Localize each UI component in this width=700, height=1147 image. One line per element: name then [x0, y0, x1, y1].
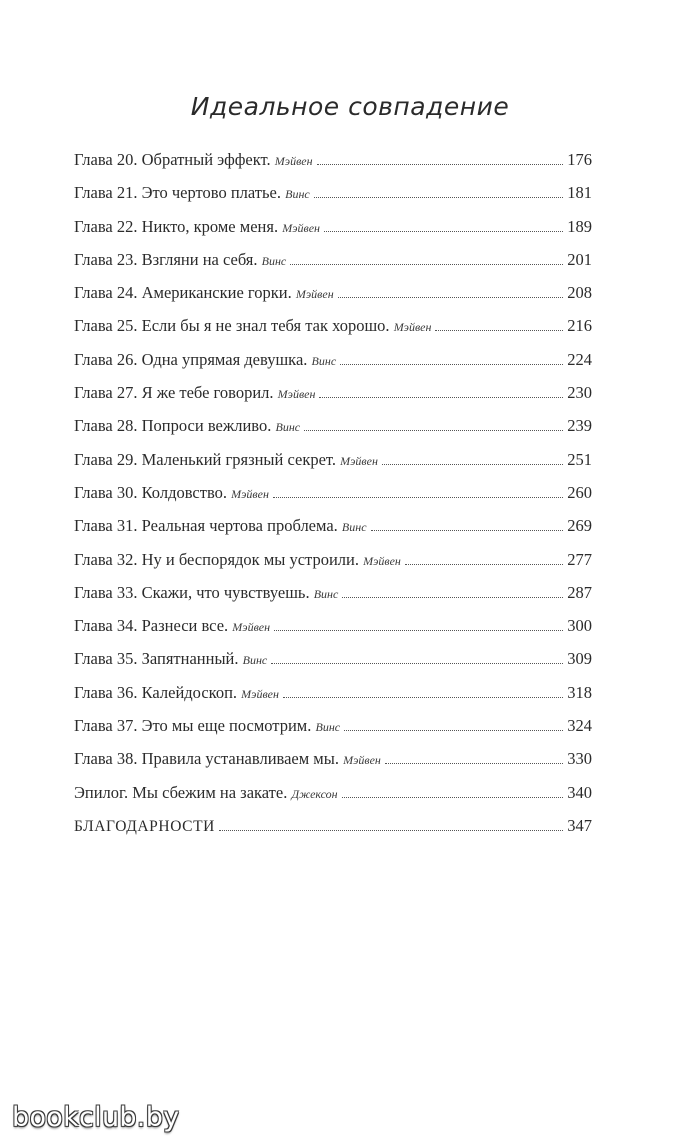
- table-of-contents: [74, 150, 592, 849]
- toc-dot-leader: [371, 530, 564, 531]
- toc-entry: [74, 350, 592, 383]
- toc-entry-page: 269: [567, 516, 592, 536]
- toc-entry-page: 201: [567, 249, 592, 269]
- toc-entry-label: Глава 21. Это чертово платье.: [74, 183, 281, 203]
- toc-entry: [74, 649, 592, 682]
- toc-entry-author: Винс: [285, 187, 310, 202]
- toc-dot-leader: [342, 797, 564, 798]
- toc-entry-label: Глава 35. Запятнанный.: [74, 649, 239, 669]
- toc-dot-leader: [274, 630, 563, 631]
- toc-entry: [74, 749, 592, 782]
- toc-entry-author: Винс: [275, 420, 301, 435]
- toc-entry-label: Глава 33. Скажи, что чувствуешь.: [74, 582, 310, 602]
- toc-entry-page: 239: [567, 416, 592, 436]
- toc-entry-page: 309: [567, 649, 592, 669]
- toc-entry-title: [74, 316, 431, 337]
- toc-entry-author: Винс: [261, 253, 287, 268]
- toc-entry-title: [74, 817, 215, 837]
- toc-entry: [74, 383, 592, 416]
- toc-dot-leader: [304, 430, 563, 431]
- toc-entry-title: [74, 183, 310, 204]
- toc-entry: [74, 583, 592, 616]
- toc-entry-page: 277: [567, 549, 592, 569]
- toc-entry-page: 208: [567, 283, 592, 303]
- toc-entry-page: 251: [567, 449, 592, 469]
- toc-entry: [74, 716, 592, 749]
- toc-entry-page: 260: [567, 482, 592, 502]
- toc-entry-author: Винс: [341, 520, 367, 535]
- toc-entry-title: [74, 583, 338, 604]
- toc-entry-title: [74, 150, 313, 171]
- toc-entry-label: Глава 32. Ну и беспорядок мы устроили.: [74, 549, 359, 569]
- toc-entry-title: [74, 516, 367, 537]
- toc-entry: [74, 183, 592, 216]
- toc-dot-leader: [382, 464, 563, 465]
- toc-entry-author: Джексон: [291, 786, 338, 801]
- toc-dot-leader: [283, 697, 563, 698]
- toc-entry: [74, 683, 592, 716]
- toc-entry-author: Мэйвен: [277, 387, 316, 402]
- toc-entry-label: Глава 34. Разнеси все.: [74, 616, 229, 636]
- toc-entry-title: [74, 217, 320, 238]
- toc-entry-label: Глава 30. Колдовство.: [74, 482, 228, 502]
- toc-entry: [74, 316, 592, 349]
- toc-dot-leader: [273, 497, 563, 498]
- toc-entry-author: Винс: [311, 353, 337, 368]
- toc-dot-leader: [271, 663, 563, 664]
- toc-dot-leader: [344, 730, 563, 731]
- watermark-text: bookclub.by: [12, 1102, 180, 1133]
- toc-dot-leader: [219, 830, 563, 831]
- toc-entry: [74, 416, 592, 449]
- toc-entry-title: [74, 383, 315, 404]
- toc-entry: [74, 483, 592, 516]
- toc-entry-label: Глава 20. Обратный эффект.: [74, 150, 271, 169]
- toc-dot-leader: [435, 330, 563, 331]
- toc-entry-page: 324: [567, 716, 592, 736]
- toc-entry-author: Мэйвен: [363, 553, 401, 568]
- toc-entry-page: 300: [567, 616, 592, 636]
- page-title: Идеальное совпадение: [190, 92, 510, 121]
- toc-entry: [74, 550, 592, 583]
- toc-entry-author: Мэйвен: [232, 620, 271, 635]
- toc-entry-author: Винс: [242, 653, 268, 668]
- toc-entry-label: Глава 36. Калейдоскоп.: [74, 682, 238, 702]
- toc-entry-label: Глава 24. Американские горки.: [74, 283, 292, 303]
- toc-entry-author: Винс: [313, 586, 339, 601]
- toc-entry-author: Мэйвен: [393, 320, 432, 335]
- toc-entry-author: Мэйвен: [282, 220, 320, 235]
- toc-dot-leader: [324, 231, 563, 232]
- toc-entry: [74, 283, 592, 316]
- toc-entry-title: [74, 416, 300, 437]
- toc-entry-label: Глава 25. Если бы я не знал тебя так хорошо.: [74, 316, 390, 336]
- toc-entry-title: [74, 283, 334, 304]
- toc-entry-label: Глава 31. Реальная чертова проблема.: [74, 516, 338, 536]
- toc-entry-label: Глава 37. Это мы еще посмотрим.: [74, 716, 312, 736]
- toc-entry-label: Глава 22. Никто, кроме меня.: [74, 216, 279, 236]
- toc-dot-leader: [385, 763, 563, 764]
- toc-entry-title: [74, 683, 279, 704]
- toc-entry-label: Глава 26. Одна упрямая девушка.: [74, 349, 308, 369]
- toc-entry-page: 318: [567, 682, 592, 702]
- toc-entry-page: 330: [567, 749, 592, 769]
- toc-entry-author: Мэйвен: [295, 287, 334, 302]
- toc-entry-page: 340: [567, 782, 592, 802]
- toc-dot-leader: [317, 164, 564, 165]
- toc-entry-title: [74, 749, 381, 770]
- toc-entry-label: Эпилог. Мы сбежим на закате.: [74, 782, 288, 802]
- toc-dot-leader: [338, 297, 564, 298]
- toc-entry-page: 224: [567, 349, 592, 369]
- toc-entry: [74, 616, 592, 649]
- toc-entry-label: Глава 27. Я же тебе говорил.: [74, 383, 274, 403]
- toc-entry-page: 189: [567, 216, 592, 236]
- toc-entry: [74, 816, 592, 849]
- toc-entry-label: Глава 28. Попроси вежливо.: [74, 416, 272, 436]
- toc-entry-author: Мэйвен: [343, 753, 381, 768]
- toc-dot-leader: [314, 197, 564, 198]
- toc-dot-leader: [290, 264, 563, 265]
- toc-entry-title: [74, 783, 338, 804]
- toc-dot-leader: [342, 597, 563, 598]
- toc-entry-title: [74, 450, 378, 471]
- toc-entry: [74, 250, 592, 283]
- toc-dot-leader: [319, 397, 563, 398]
- toc-entry-author: Мэйвен: [231, 486, 269, 501]
- toc-dot-leader: [405, 564, 563, 565]
- toc-dot-leader: [340, 364, 563, 365]
- toc-entry-page: 176: [567, 150, 592, 169]
- toc-entry-title: [74, 716, 340, 737]
- toc-entry-label: Глава 38. Правила устанавливаем мы.: [74, 749, 339, 769]
- toc-entry: [74, 783, 592, 816]
- toc-entry: [74, 217, 592, 250]
- toc-entry-page: 287: [567, 582, 592, 602]
- toc-entry-title: [74, 616, 270, 637]
- toc-entry-title: [74, 550, 401, 571]
- toc-entry: [74, 450, 592, 483]
- toc-entry-label: БЛАГОДАРНОСТИ: [74, 817, 215, 835]
- toc-entry-title: [74, 483, 269, 504]
- toc-entry-author: Мэйвен: [340, 453, 378, 468]
- toc-entry: [74, 150, 592, 183]
- toc-entry-title: [74, 250, 286, 271]
- toc-entry-page: 181: [567, 183, 592, 203]
- toc-entry-page: 347: [567, 815, 592, 835]
- toc-entry-label: Глава 23. Взгляни на себя.: [74, 249, 258, 269]
- toc-entry-author: Винс: [315, 720, 341, 735]
- toc-entry-page: 230: [567, 383, 592, 403]
- toc-entry: [74, 516, 592, 549]
- toc-entry-page: 216: [567, 316, 592, 336]
- toc-entry-title: [74, 350, 336, 371]
- toc-entry-author: Мэйвен: [241, 686, 279, 701]
- toc-entry-title: [74, 649, 267, 670]
- toc-entry-author: Мэйвен: [274, 154, 313, 168]
- toc-entry-label: Глава 29. Маленький грязный секрет.: [74, 449, 337, 469]
